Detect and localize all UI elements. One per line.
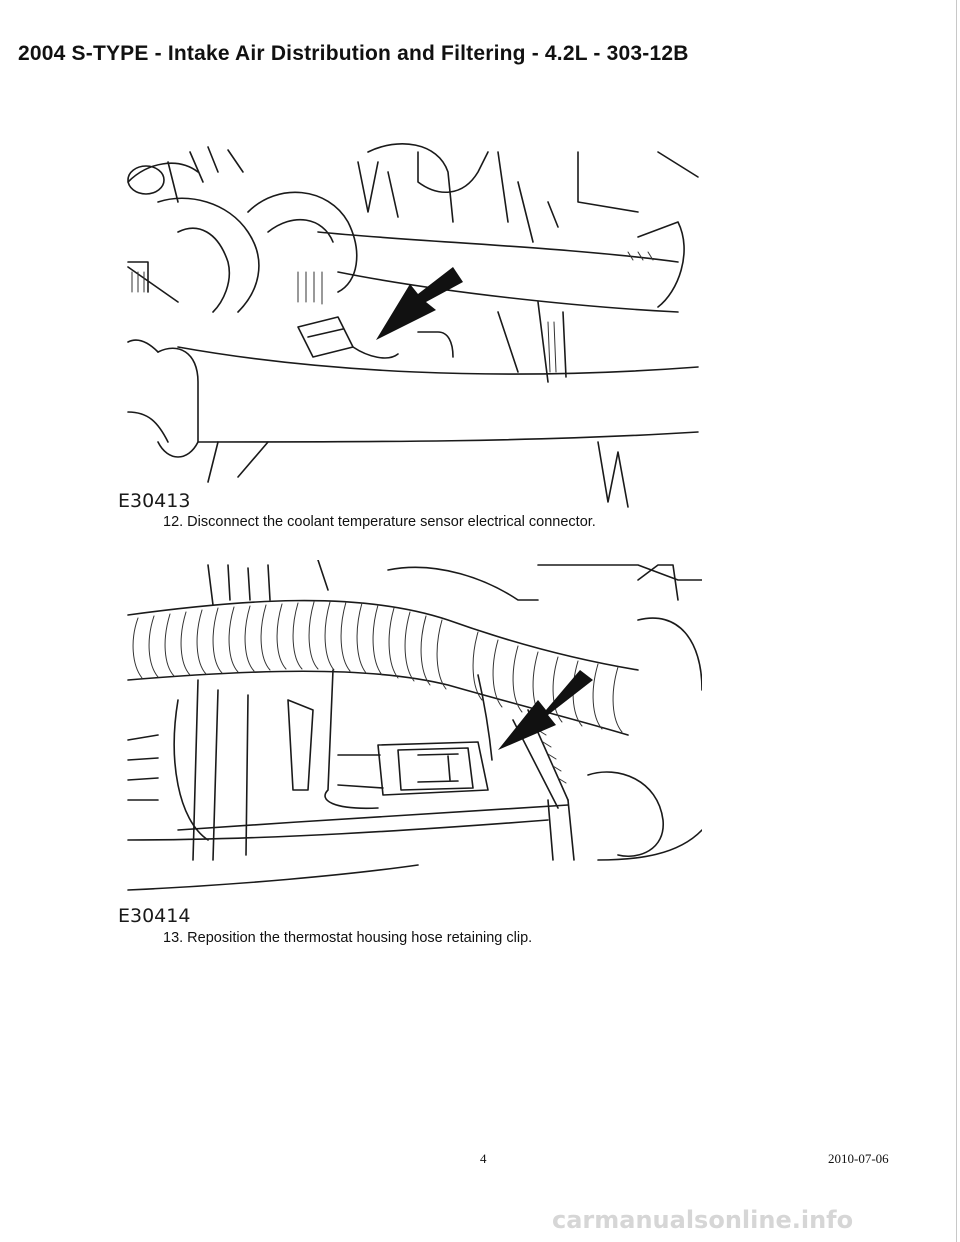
figure-id-label: E30414 — [118, 905, 194, 927]
callout-arrow — [498, 670, 593, 750]
figure-coolant-sensor-illustration — [118, 142, 702, 518]
engine-line-drawing-1 — [118, 142, 702, 518]
watermark: carmanualsonline.info — [552, 1206, 854, 1234]
page-edge-rule — [956, 0, 957, 1242]
document-date: 2010-07-06 — [828, 1151, 889, 1166]
step-instruction: 13. Reposition the thermostat housing hose retaining clip. — [163, 930, 533, 946]
page-number: 4 — [480, 1151, 487, 1166]
figure-id-label: E30413 — [118, 490, 194, 512]
page-title: 2004 S-TYPE - Intake Air Distribution and Filtering - 4.2L - 303-12B — [18, 42, 689, 65]
step-instruction: 12. Disconnect the coolant temperature sensor electrical connector. — [163, 514, 596, 530]
hose-clip — [378, 742, 488, 795]
callout-arrow — [376, 267, 463, 340]
engine-line-drawing-2 — [118, 560, 702, 932]
figure-thermostat-clip-illustration — [118, 560, 702, 932]
